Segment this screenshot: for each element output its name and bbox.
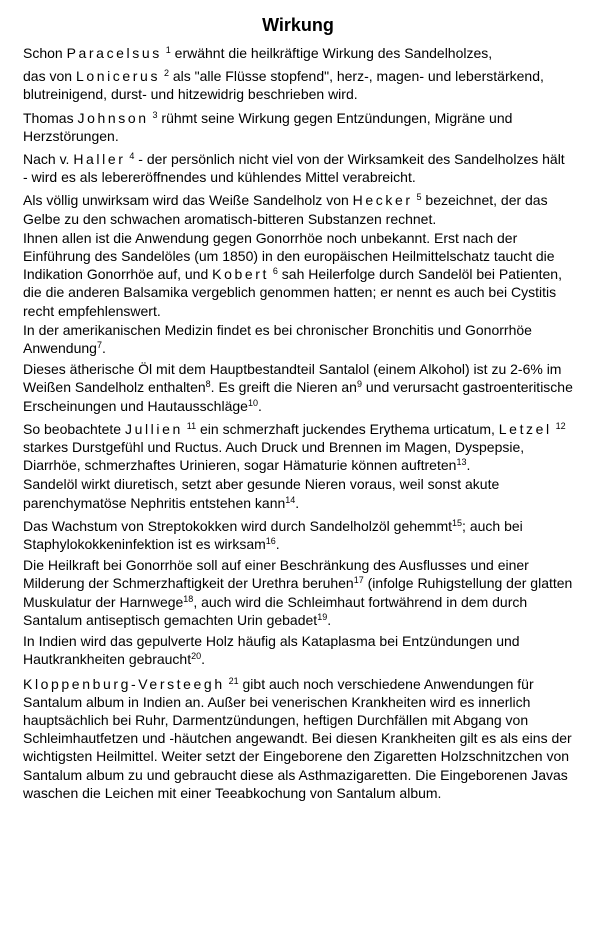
- text-run: So beobachtete: [23, 420, 125, 437]
- footnote-ref: 3: [152, 109, 158, 120]
- text-run: und verursacht gastroenteritische Erscheinungen und Hautausschläge: [23, 379, 573, 414]
- paragraph: [23, 191, 573, 227]
- text-run: ; auch bei Staphylokokkeninfektion ist es wirksam: [23, 517, 523, 553]
- footnote-ref: 21: [228, 675, 239, 686]
- text-run: , auch wird die Schleimhaut fortwährend in dem durch Santalum antiseptisch gemachten Urin gebadet: [23, 593, 528, 628]
- footnote-ref: 19: [317, 611, 328, 622]
- text-run: ein schmerzhaft juckendes Erythema urticatum,: [196, 420, 499, 437]
- text-run: rühmt seine Wirkung gegen Entzündungen, Migräne und Herzstörungen.: [23, 109, 513, 144]
- paragraph: [23, 360, 573, 415]
- author-name: Hecker: [352, 192, 413, 209]
- footnote-ref: 8: [205, 379, 211, 390]
- text-run: .: [101, 340, 106, 357]
- text-run: .: [466, 457, 471, 474]
- text-run: sah Heilerfolge durch Sandelöl bei Patienten, die die anderen Balsamika vergeblich genommen hatten; er nennt es auch bei Cystitis recht empfehlenswert.: [23, 266, 562, 319]
- text-run: Nach v.: [23, 151, 74, 168]
- paragraph: [23, 675, 573, 802]
- text-run: .: [201, 651, 206, 668]
- author-name: Johnson: [77, 109, 149, 126]
- footnote-ref: 14: [285, 494, 296, 505]
- footnote-ref: 7: [96, 340, 102, 351]
- text-run: In der amerikanischen Medizin findet es bei chronischer Bronchitis und Gonorrhöe Anwendung: [23, 321, 532, 357]
- footnote-ref: 15: [452, 517, 463, 528]
- author-name: Jullien: [124, 420, 183, 437]
- footnote-ref: 2: [163, 68, 169, 79]
- author-name: Paracelsus: [66, 45, 162, 61]
- paragraph: [23, 475, 573, 511]
- footnote-ref: 11: [186, 420, 197, 431]
- paragraph: [23, 67, 573, 103]
- text-run: In Indien wird das gepulverte Holz häufig als Kataplasma bei Entzündungen und Hautkrankheiten gebraucht: [23, 633, 520, 668]
- author-name: Kobert: [212, 266, 269, 283]
- text-run: Sandelöl wirkt diuretisch, setzt aber gesunde Nieren voraus, weil sonst akute parenchymatöse Nephritis entstehen kann: [23, 476, 500, 511]
- footnote-ref: 12: [555, 420, 566, 431]
- text-run: (infolge Ruhigstellung der glatten Muskulatur der Harnwege: [23, 575, 573, 610]
- text-run: .: [327, 611, 332, 628]
- paragraph: [23, 321, 573, 357]
- text-run: Ihnen allen ist die Anwendung gegen Gonorrhöe noch unbekannt. Erst nach der Einführung des Sandelöles (um 1850) in den europäischen Heilmittelschatz taucht die Indikation Gonorrhöe auf, und: [23, 229, 555, 283]
- paragraph: [23, 44, 573, 62]
- footnote-ref: 18: [183, 593, 194, 604]
- footnote-ref: 9: [356, 379, 362, 390]
- footnote-ref: 1: [165, 45, 171, 55]
- text-run: - der persönlich nicht viel von der Wirksamkeit des Sandelholzes hält - wird es als lebereröffnendes und kühlendes Mittel verabreicht.: [23, 151, 565, 186]
- paragraph: [23, 556, 573, 629]
- footnote-ref: 17: [353, 575, 364, 586]
- text-run: .: [257, 397, 262, 414]
- text-run: erwähnt die heilkräftige Wirkung des Sandelholzes,: [170, 45, 493, 61]
- footnote-ref: 5: [416, 192, 422, 203]
- text-run: Schon: [23, 45, 67, 61]
- author-name: Haller: [73, 151, 126, 168]
- author-name: Kloppenburg-Versteegh: [23, 675, 225, 692]
- footnote-ref: 16: [265, 536, 276, 547]
- paragraph: [23, 229, 573, 320]
- text-run: das von: [23, 68, 76, 85]
- footnote-ref: 20: [191, 651, 202, 662]
- paragraph: [23, 150, 573, 186]
- author-name: Letzel: [498, 420, 552, 437]
- author-name: Lonicerus: [75, 68, 161, 85]
- text-run: gibt auch noch verschiedene Anwendungen für Santalum album in Indien an. Außer bei venerischen Krankheiten wird es innerlich hauptsächlich bei Ruhr, Darmentzündungen, heftigen Durchfällen mit Abgang von Schleimhautfetzen und -häutchen angewandt. Bei diesen Krankheiten gilt es als eins der wichtigsten Heilmittel. Weiter setzt der Eingeborene den Zigaretten Holzschnitzchen von Santalum album zu und gebraucht diese als Asthmazigaretten. Die Eingeborenen Javas waschen die Leichen mit einer Teeabkochung von Santalum album.: [23, 675, 572, 801]
- text-run: Als völlig unwirksam wird das Weiße Sandelholz von: [23, 192, 353, 209]
- text-run: .: [275, 536, 280, 553]
- text-run: .: [295, 494, 300, 511]
- text-run: Die Heilkraft bei Gonorrhöe soll auf einer Beschränkung des Ausflusses und einer Milderung der Schmerzhaftigkeit der Urethra beruhen: [23, 557, 529, 592]
- text-run: starkes Durstgefühl und Ructus. Auch Druck und Brennen im Magen, Dyspepsie, Diarrhöe, schmerzhaftes Urinieren, sogar Hämaturie können auftreten: [23, 439, 525, 474]
- text-run: . Es greift die Nieren an: [210, 379, 357, 396]
- page-title: Wirkung: [262, 15, 334, 35]
- text-run: als "alle Flüsse stopfend", herz-, magen- und leberstärkend, blutreinigend, durst- und hitzewidrig beschrieben wird.: [23, 68, 544, 103]
- footnote-ref: 4: [129, 151, 135, 162]
- text-run: Thomas: [23, 109, 78, 126]
- paragraph: [23, 632, 573, 668]
- footnote-ref: 6: [272, 266, 278, 277]
- paragraph: [23, 517, 573, 553]
- footnote-ref: 13: [456, 457, 467, 468]
- text-run: bezeichnet, der das Gelbe zu den schwachen aromatisch-bitteren Substanzen rechnet.: [23, 192, 548, 227]
- footnote-ref: 10: [247, 397, 258, 408]
- paragraph: [23, 109, 573, 145]
- document-body: [23, 44, 573, 802]
- text-run: Dieses ätherische Öl mit dem Hauptbestandteil Santalol (einem Alkohol) ist zu 2-6% im Weißen Sandelholz enthalten: [23, 361, 562, 396]
- paragraph: [23, 420, 573, 475]
- text-run: Das Wachstum von Streptokokken wird durch Sandelholzöl gehemmt: [23, 517, 453, 534]
